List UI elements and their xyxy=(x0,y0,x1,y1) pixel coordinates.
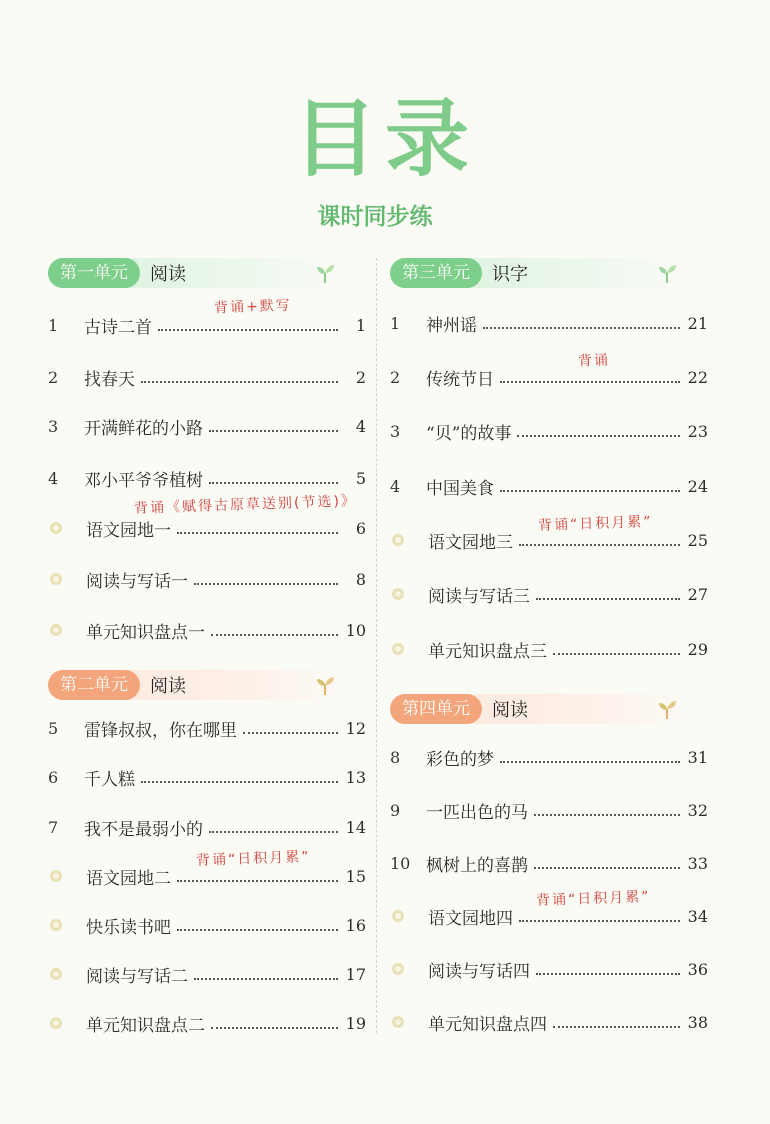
circle-bullet-icon xyxy=(392,588,404,600)
toc-entry[interactable] xyxy=(390,956,708,982)
circle-bullet-icon xyxy=(50,1017,62,1029)
entry-page: 32 xyxy=(687,800,708,820)
entry-page: 36 xyxy=(687,959,708,979)
section-subtitle: 课时同步练 xyxy=(317,204,433,230)
handwritten-note: 背诵《赋得古原草送别(节选)》 xyxy=(133,493,358,517)
entry-page: 34 xyxy=(687,906,708,926)
unit-label: 第二单元 xyxy=(48,670,140,700)
unit-label: 第四单元 xyxy=(390,694,482,724)
entry-number: 4 xyxy=(390,476,401,496)
toc-entry[interactable] xyxy=(390,473,708,499)
handwritten-note: 背诵“日积月累” xyxy=(195,849,311,869)
toc-entry[interactable] xyxy=(48,566,366,592)
leader-dots xyxy=(519,544,680,546)
toc-entry[interactable] xyxy=(48,515,366,541)
leader-dots xyxy=(536,598,680,600)
entry-title: 雷锋叔叔，你在哪里 xyxy=(84,720,237,741)
entry-page: 12 xyxy=(345,718,366,738)
entry-page: 5 xyxy=(355,468,366,488)
circle-bullet-icon xyxy=(50,870,62,882)
entry-page: 29 xyxy=(687,639,708,659)
unit-topic: 识字 xyxy=(492,264,528,285)
entry-title: 我不是最弱小的 xyxy=(84,819,203,840)
entry-page: 17 xyxy=(345,964,366,984)
leader-dots xyxy=(517,435,680,437)
entry-title: 阅读与写话四 xyxy=(428,961,530,982)
entry-number: 2 xyxy=(390,367,401,387)
leader-dots xyxy=(243,732,338,734)
leader-dots xyxy=(500,381,680,383)
entry-title: 一匹出色的马 xyxy=(426,802,528,823)
leader-dots xyxy=(194,978,338,980)
entry-page: 38 xyxy=(687,1012,708,1032)
circle-bullet-icon xyxy=(392,963,404,975)
unit-header-1 xyxy=(48,258,348,288)
entry-number: 9 xyxy=(390,800,401,820)
entry-title: 中国美食 xyxy=(426,478,494,499)
entry-title: 千人糕 xyxy=(84,769,135,790)
circle-bullet-icon xyxy=(50,522,62,534)
entry-number: 4 xyxy=(48,468,59,488)
entry-title: 阅读与写话三 xyxy=(428,586,530,607)
leader-dots xyxy=(500,761,680,763)
toc-entry[interactable] xyxy=(48,364,366,390)
entry-title: 语文园地四 xyxy=(428,908,513,929)
toc-entry[interactable] xyxy=(48,617,366,643)
toc-entry[interactable] xyxy=(48,961,366,987)
leader-dots xyxy=(141,781,338,783)
leader-dots xyxy=(534,814,680,816)
entry-page: 13 xyxy=(345,767,366,787)
circle-bullet-icon xyxy=(50,624,62,636)
entry-title: 开满鲜花的小路 xyxy=(84,418,203,439)
entry-page: 24 xyxy=(687,476,708,496)
leader-dots xyxy=(141,381,338,383)
entry-page: 1 xyxy=(355,315,366,335)
leader-dots xyxy=(177,929,338,931)
entry-title: “贝”的故事 xyxy=(426,423,512,444)
toc-entry[interactable] xyxy=(390,418,708,444)
entry-title: 快乐读书吧 xyxy=(86,917,171,938)
entry-number: 1 xyxy=(390,313,401,333)
leader-dots xyxy=(500,490,680,492)
leader-dots xyxy=(177,880,338,882)
entry-number: 3 xyxy=(48,416,59,436)
toc-entry[interactable] xyxy=(48,764,366,790)
leader-dots xyxy=(209,430,338,432)
toc-entry[interactable] xyxy=(390,310,708,336)
entry-page: 16 xyxy=(345,915,366,935)
entry-page: 19 xyxy=(345,1013,366,1033)
leader-dots xyxy=(553,653,680,655)
toc-entry[interactable] xyxy=(390,636,708,662)
entry-title: 找春天 xyxy=(84,369,135,390)
entry-number: 1 xyxy=(48,315,59,335)
toc-entry[interactable] xyxy=(48,312,366,338)
entry-title: 单元知识盘点三 xyxy=(428,641,547,662)
toc-entry[interactable] xyxy=(390,850,708,876)
entry-title: 邓小平爷爷植树 xyxy=(84,470,203,491)
leader-dots xyxy=(158,329,338,331)
leader-dots xyxy=(536,973,680,975)
entry-page: 25 xyxy=(687,530,708,550)
entry-page: 6 xyxy=(355,518,366,538)
circle-bullet-icon xyxy=(50,968,62,980)
toc-entry[interactable] xyxy=(390,364,708,390)
unit-header-2 xyxy=(48,670,348,700)
toc-entry[interactable] xyxy=(390,1009,708,1035)
sprout-icon xyxy=(656,698,678,720)
leader-dots xyxy=(209,831,338,833)
column-divider xyxy=(376,258,377,1033)
entry-title: 枫树上的喜鹊 xyxy=(426,855,528,876)
leader-dots xyxy=(194,583,338,585)
sprout-icon xyxy=(656,262,678,284)
leader-dots xyxy=(483,327,680,329)
entry-page: 31 xyxy=(687,747,708,767)
handwritten-note: 背诵 xyxy=(577,352,611,370)
entry-number: 5 xyxy=(48,718,59,738)
leader-dots xyxy=(209,482,338,484)
entry-page: 10 xyxy=(345,620,366,640)
entry-number: 3 xyxy=(390,421,401,441)
unit-topic: 阅读 xyxy=(150,676,186,697)
toc-entry[interactable] xyxy=(390,581,708,607)
entry-number: 2 xyxy=(48,367,59,387)
entry-title: 阅读与写话一 xyxy=(86,571,188,592)
entry-page: 15 xyxy=(345,866,366,886)
toc-entry[interactable] xyxy=(48,465,366,491)
entry-page: 21 xyxy=(687,313,708,333)
entry-number: 6 xyxy=(48,767,59,787)
toc-entry[interactable] xyxy=(48,912,366,938)
entry-number: 7 xyxy=(48,817,59,837)
entry-title: 传统节日 xyxy=(426,369,494,390)
leader-dots xyxy=(534,867,680,869)
toc-entry[interactable] xyxy=(390,744,708,770)
toc-entry[interactable] xyxy=(48,814,366,840)
entry-title: 古诗二首 xyxy=(84,317,152,338)
entry-title: 语文园地二 xyxy=(86,868,171,889)
entry-page: 4 xyxy=(355,416,366,436)
sprout-icon xyxy=(314,262,336,284)
leader-dots xyxy=(177,532,338,534)
unit-header-3 xyxy=(390,258,690,288)
entry-title: 阅读与写话二 xyxy=(86,966,188,987)
circle-bullet-icon xyxy=(392,1016,404,1028)
unit-label: 第三单元 xyxy=(390,258,482,288)
entry-page: 33 xyxy=(687,853,708,873)
unit-label: 第一单元 xyxy=(48,258,140,288)
entry-title: 单元知识盘点四 xyxy=(428,1014,547,1035)
entry-number: 8 xyxy=(390,747,401,767)
handwritten-note: 背诵+默写 xyxy=(213,297,293,317)
toc-entry[interactable] xyxy=(48,715,366,741)
unit-topic: 阅读 xyxy=(492,700,528,721)
entry-title: 语文园地三 xyxy=(428,532,513,553)
circle-bullet-icon xyxy=(392,910,404,922)
toc-entry[interactable] xyxy=(48,413,366,439)
leader-dots xyxy=(211,1027,338,1029)
entry-page: 8 xyxy=(355,569,366,589)
entry-title: 神州谣 xyxy=(426,315,477,336)
toc-entry[interactable] xyxy=(48,1010,366,1036)
circle-bullet-icon xyxy=(50,919,62,931)
sprout-icon xyxy=(314,674,336,696)
entry-page: 27 xyxy=(687,584,708,604)
entry-title: 彩色的梦 xyxy=(426,749,494,770)
circle-bullet-icon xyxy=(392,643,404,655)
entry-page: 22 xyxy=(687,367,708,387)
entry-page: 23 xyxy=(687,421,708,441)
entry-page: 2 xyxy=(355,367,366,387)
entry-title: 语文园地一 xyxy=(86,520,171,541)
entry-title: 单元知识盘点二 xyxy=(86,1015,205,1036)
circle-bullet-icon xyxy=(392,534,404,546)
page-title: 目录 xyxy=(292,90,477,188)
circle-bullet-icon xyxy=(50,573,62,585)
handwritten-note: 背诵“日积月累” xyxy=(535,889,651,909)
unit-topic: 阅读 xyxy=(150,264,186,285)
entry-number: 10 xyxy=(390,853,411,873)
unit-header-4 xyxy=(390,694,690,724)
entry-page: 14 xyxy=(345,817,366,837)
entry-title: 单元知识盘点一 xyxy=(86,622,205,643)
leader-dots xyxy=(553,1026,680,1028)
leader-dots xyxy=(211,634,338,636)
leader-dots xyxy=(519,920,680,922)
toc-entry[interactable] xyxy=(390,797,708,823)
handwritten-note: 背诵“日积月累” xyxy=(537,514,653,534)
